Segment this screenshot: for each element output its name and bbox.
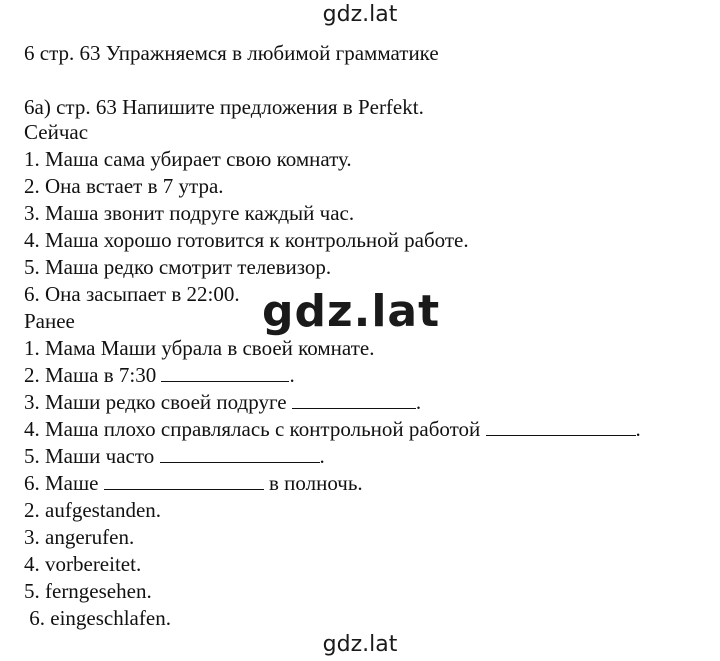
now-item-2: 2. Она встает в 7 утра. <box>24 174 224 198</box>
before-item-4-tail: . <box>635 417 641 441</box>
section-now-label: Сейчас <box>24 120 89 144</box>
before-item-4 <box>24 416 641 443</box>
before-item-5 <box>24 443 325 470</box>
answer-blank <box>161 363 289 382</box>
before-item-5-tail: . <box>319 444 325 468</box>
watermark-bottom: gdz.lat <box>322 632 398 657</box>
before-item-6 <box>24 470 363 497</box>
before-item-2 <box>24 362 295 389</box>
before-item-2-text: 2. Маша в 7:30 <box>24 363 162 387</box>
answer-blank <box>104 471 264 490</box>
answer-item-2: 2. aufgestanden. <box>24 498 162 522</box>
before-item-3-text: 3. Маши редко своей подруге <box>24 390 292 414</box>
answer-blank <box>292 390 416 409</box>
now-item-5: 5. Маша редко смотрит телевизор. <box>24 255 332 279</box>
before-item-5-text: 5. Маши часто <box>24 444 160 468</box>
before-item-3-tail: . <box>415 390 422 414</box>
before-item-3 <box>24 389 421 416</box>
before-item-1 <box>24 335 374 362</box>
answer-item-5: 5. ferngesehen. <box>24 579 152 603</box>
section-before-label: Ранее <box>24 309 75 333</box>
answer-blank <box>486 417 636 436</box>
task-instruction: 6а) стр. 63 Напишите предложения в Perfekt. <box>24 95 424 119</box>
now-item-1: 1. Маша сама убирает свою комнату. <box>24 147 352 171</box>
answer-item-4: 4. vorbereitet. <box>24 552 142 576</box>
before-item-1-text: 1. Мама Маши убрала в своей комнате. <box>24 336 375 360</box>
watermark-top: gdz.lat <box>322 2 398 27</box>
before-item-2-tail: . <box>289 363 295 387</box>
before-item-4-text: 4. Маша плохо справлялась с контрольной работой <box>24 417 486 441</box>
answer-blank <box>160 444 320 463</box>
now-item-6: 6. Она засыпает в 22:00. <box>24 282 240 306</box>
answer-item-6: 6. eingeschlafen. <box>24 606 171 630</box>
before-item-6-text: 6. Маше <box>24 471 104 495</box>
exercise-heading: 6 стр. 63 Упражняемся в любимой грамматике <box>24 41 439 65</box>
now-item-4: 4. Маша хорошо готовится к контрольной работе. <box>24 228 469 252</box>
now-item-3: 3. Маша звонит подруге каждый час. <box>24 201 355 225</box>
answer-item-3: 3. angerufen. <box>24 525 135 549</box>
before-item-6-tail: в полночь. <box>263 471 363 495</box>
watermark-center: gdz.lat <box>262 286 441 337</box>
